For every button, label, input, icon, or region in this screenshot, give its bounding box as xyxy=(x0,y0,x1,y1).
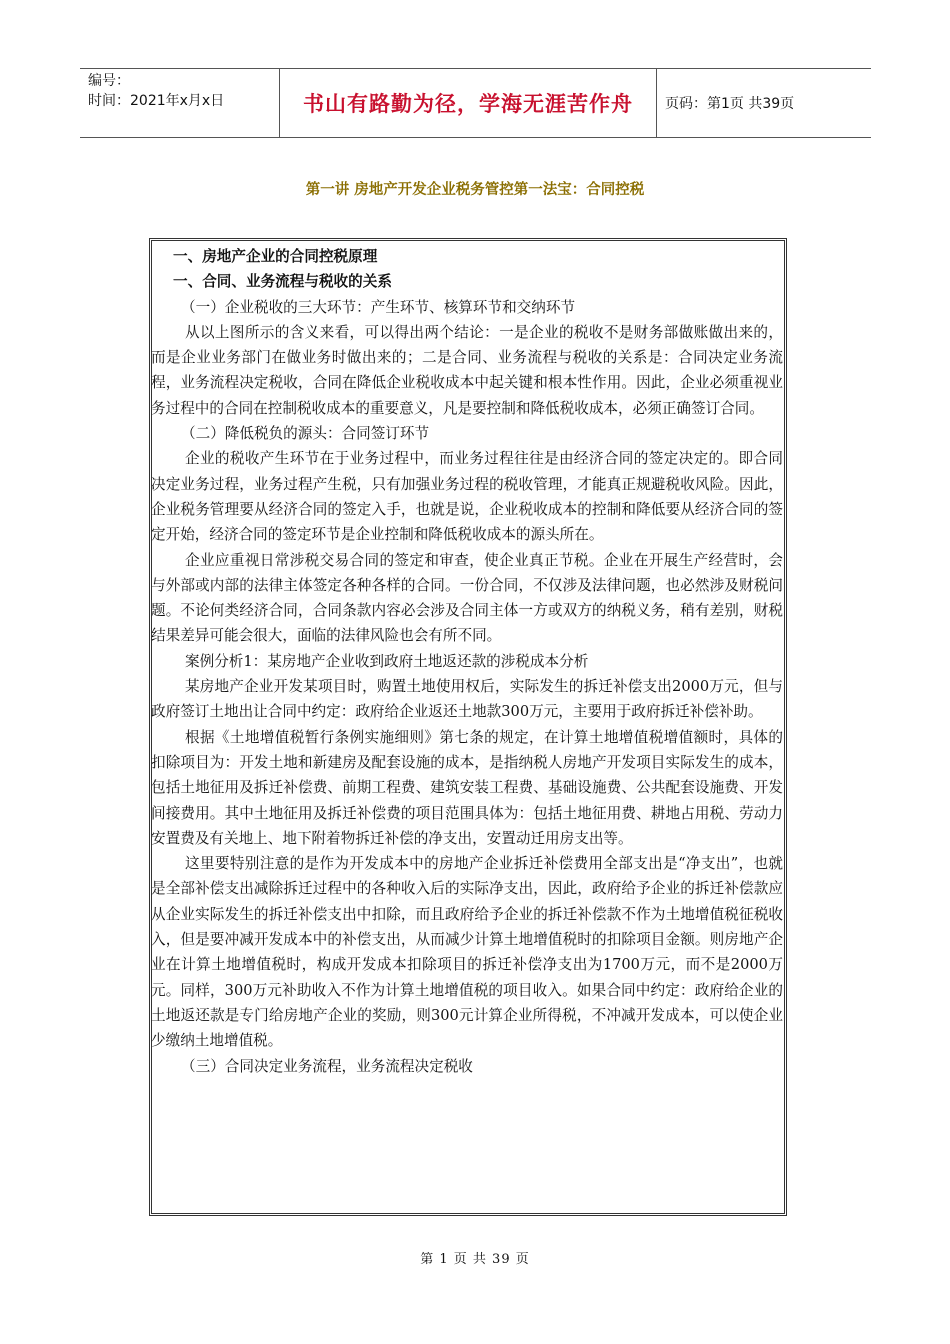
page-footer: 第 1 页 共 39 页 xyxy=(420,1252,530,1267)
paragraph-3: 企业应重视日常涉税交易合同的签定和审查，使企业真正节税。企业在开展生产经营时，会与外部或内部的法律主体签定各种各样的合同。一份合同，不仅涉及法律问题，也必然涉及财税问题。不论何类经济合同，合同条款内容必会涉及合同主体一方或双方的纳税义务，稍有差别，财税结果差异可能会很大，面临的法律风险也会有所不同。 xyxy=(151,551,783,645)
time-label: 时间：2021年x月x日 xyxy=(88,93,225,109)
document-header xyxy=(80,68,871,138)
number-label: 编号： xyxy=(88,73,130,89)
header-slogan: 书山有路勤为径，学海无涯苦作舟 xyxy=(279,69,657,137)
header-page-label: 页码：第1页 共39页 xyxy=(665,96,795,112)
paragraph-7: 这里要特别注意的是作为开发成本中的房地产企业拆迁补偿费用全部支出是“净支出”，也就是全部补偿支出减除拆迁过程中的各种收入后的实际净支出，因此，政府给予企业的拆迁补偿款应从企业实际发生的拆迁补偿支出中扣除，而且政府给予企业的拆迁补偿款不作为土地增值税征税收入，但是要冲减开发成本中的补偿支出，从而减少计算土地增值税时的扣除项目金额。则房地产企业在计算土地增值税时，构成开发成本扣除项目的拆迁补偿净支出为1700万元，而不是2000万元。同样，300万元补助收入不作为计算土地增值税的项目收入。如果合同中约定：政府给企业的土地返还款是专门给房地产企业的奖励，则300元计算企业所得税，不冲减开发成本，可以使企业少缴纳土地增值税。 xyxy=(151,855,783,1050)
subheading-3: （三）合同决定业务流程，业务流程决定税收 xyxy=(181,1057,473,1075)
heading-1: 一、房地产企业的合同控税原理 xyxy=(173,248,378,265)
paragraph-5: 某房地产企业开发某项目时，购置土地使用权后，实际发生的拆迁补偿支出2000万元，但与政府签订土地出让合同中约定：政府给企业返还土地款300万元，主要用于政府拆迁补偿补助。 xyxy=(151,678,783,721)
paragraph-2: 企业的税收产生环节在于业务过程中，而业务过程往往是由经济合同的签定决定的。即合同决定业务过程，业务过程产生税，只有加强业务过程的税收管理，才能真正规避税收风险。因此，企业税务管理要从经济合同的签定入手，也就是说，企业税收成本的控制和降低要从经济合同的签定开始，经济合同的签定环节是企业控制和降低税收成本的源头所在。 xyxy=(151,450,783,544)
case-title: 案例分析1：某房地产企业收到政府土地返还款的涉税成本分析 xyxy=(185,652,589,670)
header-meta xyxy=(80,69,279,137)
paragraph-1: 从以上图所示的含义来看，可以得出两个结论：一是企业的税收不是财务部做账做出来的，而是企业业务部门在做业务时做出来的；二是合同、业务流程与税收的关系是：合同决定业务流程，业务流程决定税收，合同在降低企业税收成本中起关键和根本性作用。因此，企业必须重视业务过程中的合同在控制税收成本的重要意义，凡是要控制和降低税收成本，必须正确签订合同。 xyxy=(151,323,783,417)
paragraph-6: 根据《土地增值税暂行条例实施细则》第七条的规定，在计算土地增值税增值额时，具体的扣除项目为：开发土地和新建房及配套设施的成本，是指纳税人房地产开发项目实际发生的成本，包括土地征用及拆迁补偿费、前期工程费、建筑安装工程费、基础设施费、公共配套设施费、开发间接费用。其中土地征用及拆迁补偿费的项目范围具体为：包括土地征用费、耕地占用税、劳动力安置费及有关地上、地下附着物拆迁补偿的净支出，安置动迁用房支出等。 xyxy=(151,728,783,847)
heading-2: 一、合同、业务流程与税收的关系 xyxy=(173,273,392,291)
subheading-2: （二）降低税负的源头：合同签订环节 xyxy=(181,425,430,443)
subheading-1: （一）企业税收的三大环节：产生环节、核算环节和交纳环节 xyxy=(181,298,576,316)
lecture-title: 第一讲 房地产开发企业税务管控第一法宝：合同控税 xyxy=(305,182,645,198)
content-body xyxy=(149,244,785,1079)
